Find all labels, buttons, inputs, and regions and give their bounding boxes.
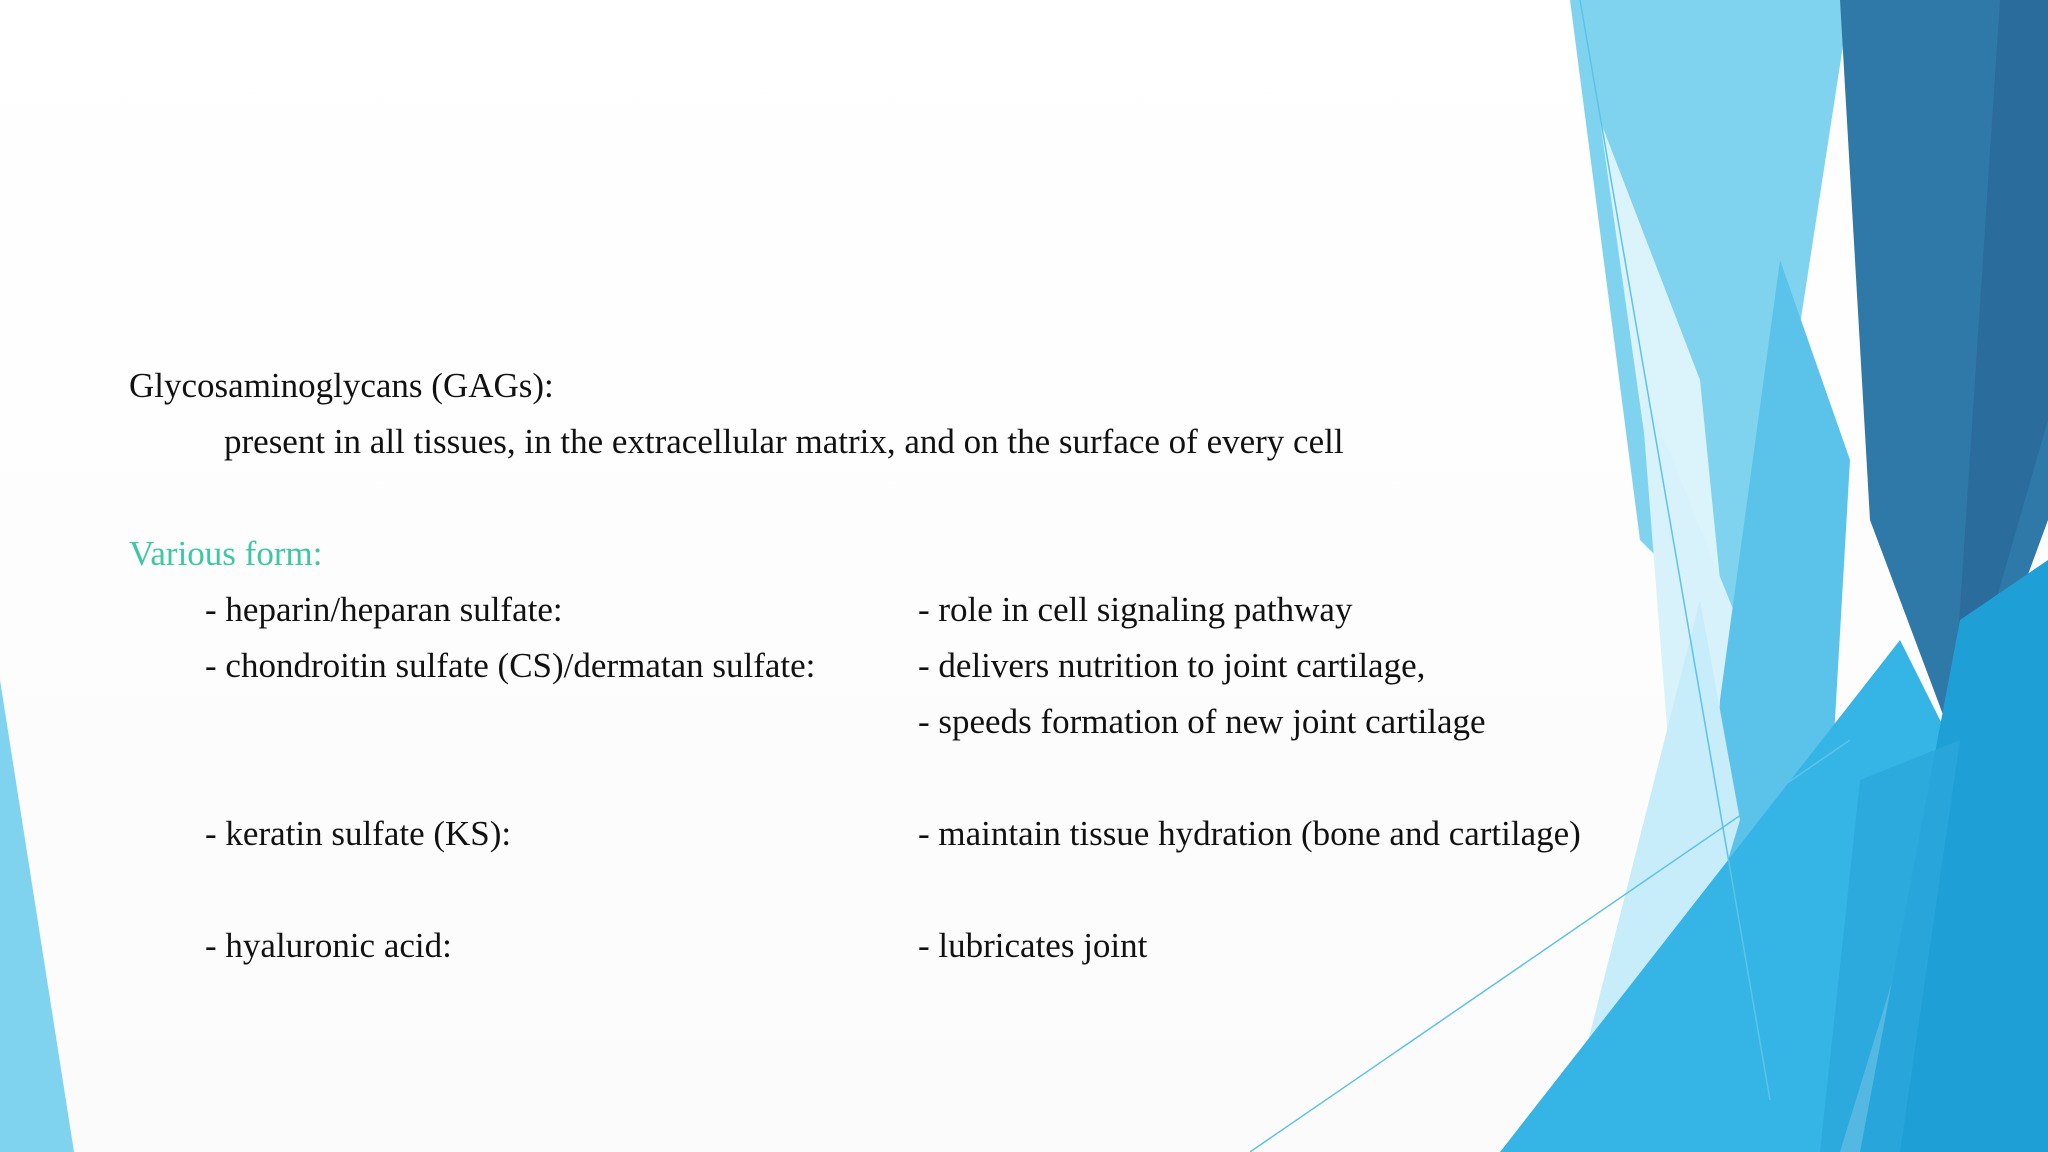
form-keratin: - keratin sulfate (KS): bbox=[205, 814, 512, 853]
various-forms-title: Various form: bbox=[129, 534, 323, 573]
role-chondroitin-formation: - speeds formation of new joint cartilage bbox=[918, 702, 1486, 741]
gags-description: present in all tissues, in the extracellular matrix, and on the surface of every cell bbox=[224, 422, 1344, 461]
form-heparin: - heparin/heparan sulfate: bbox=[205, 590, 563, 629]
role-hyaluronic: - lubricates joint bbox=[918, 926, 1148, 965]
role-keratin: - maintain tissue hydration (bone and cartilage) bbox=[918, 814, 1581, 853]
form-chondroitin: - chondroitin sulfate (CS)/dermatan sulfate: bbox=[205, 646, 816, 685]
role-heparin: - role in cell signaling pathway bbox=[918, 590, 1353, 629]
role-chondroitin-nutrition: - delivers nutrition to joint cartilage, bbox=[918, 646, 1426, 685]
gags-heading: Glycosaminoglycans (GAGs): bbox=[129, 366, 554, 405]
form-hyaluronic: - hyaluronic acid: bbox=[205, 926, 452, 965]
